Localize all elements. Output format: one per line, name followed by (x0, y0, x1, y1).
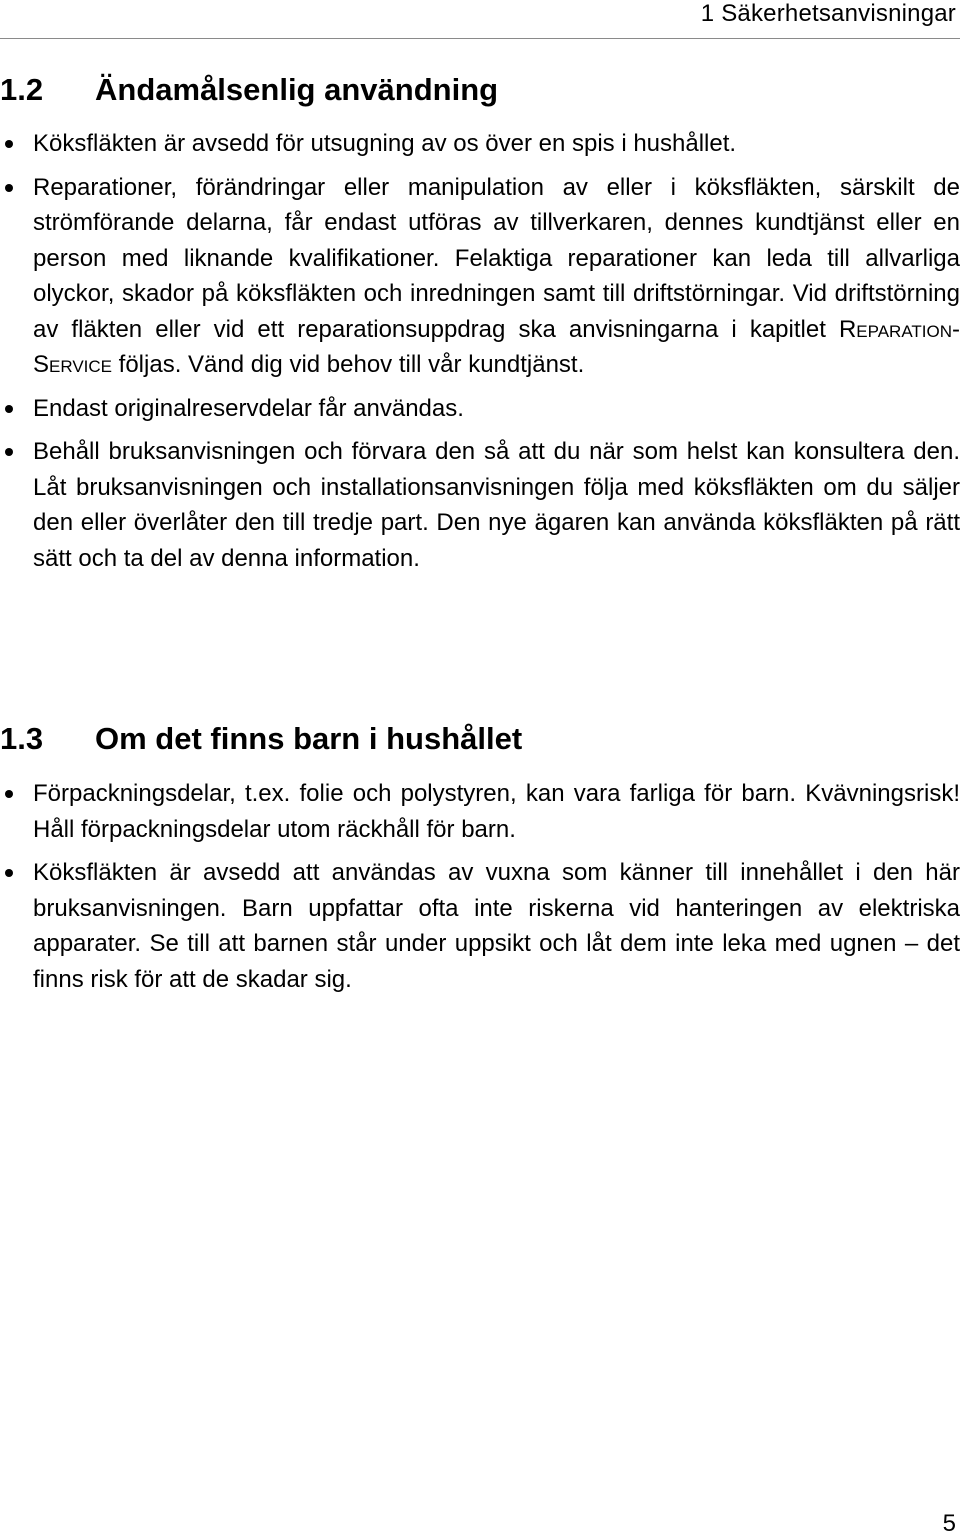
section-title: Ändamålsenlig användning (95, 72, 499, 107)
bullet-icon (5, 405, 13, 413)
list-item (0, 126, 960, 162)
list-item-text: Förpackningsdelar, t.ex. folie och polystyren, kan vara farliga för barn. Kvävningsrisk! Håll förpackningsdelar utom räckhåll för barn. (33, 780, 960, 843)
list-item (0, 776, 960, 847)
bullet-list-1-3 (0, 776, 960, 1005)
bullet-icon (5, 184, 13, 192)
list-item (0, 391, 960, 427)
page-number: 5 (942, 1510, 956, 1537)
list-item-text: Reparationer, förändringar eller manipulation av eller i köksfläkten, särskilt de strömförande delarna, får endast utföras av tillverkaren, dennes kundtjänst eller en person med liknande kvalifikationer. Felaktiga reparationer kan leda till allvarliga olyckor, skador på köksfläkten och inredningen samt till driftstörningar. Vid driftstörning av fläkten eller vid ett reparationsuppdrag ska anvisningarna i kapitlet (33, 173, 960, 343)
bullet-list-1-2 (0, 126, 960, 584)
section-number: 1.3 (0, 721, 44, 756)
chapter-reference: Reparation-Service (33, 315, 960, 378)
list-item-text-continued: följas. Vänd dig vid behov till vår kundtjänst. (112, 351, 585, 378)
bullet-icon (5, 790, 13, 798)
section-heading-1-3 (0, 721, 522, 757)
header-divider (0, 38, 960, 39)
bullet-icon (5, 140, 13, 148)
bullet-icon (5, 869, 13, 877)
list-item-text: Behåll bruksanvisningen och förvara den så att du när som helst kan konsultera den. Låt bruksanvisningen och installationsanvisningen följa med köksfläkten om du säljer den eller överlåter den till tredje part. Den nye ägaren kan använda köksfläkten på rätt sätt och ta del av denna information. (33, 438, 960, 572)
list-item (0, 855, 960, 997)
list-item (0, 170, 960, 383)
section-title: Om det finns barn i hushållet (95, 721, 523, 756)
list-item-text: Köksfläkten är avsedd att användas av vuxna som känner till innehållet i den här bruksanvisningen. Barn uppfattar ofta inte riskerna vid hanteringen av elektriska apparater. Se till att barnen står under uppsikt och låt dem inte leka med ugnen – det finns risk för att de skadar sig. (33, 859, 960, 993)
bullet-icon (5, 448, 13, 456)
list-item-text: Endast originalreservdelar får användas. (33, 394, 464, 422)
list-item-text: Köksfläkten är avsedd för utsugning av os över en spis i hushållet. (33, 130, 737, 157)
section-number: 1.2 (0, 72, 44, 107)
section-heading-1-2 (0, 72, 498, 108)
list-item (0, 434, 960, 576)
running-header: 1 Säkerhetsanvisningar (700, 0, 956, 27)
